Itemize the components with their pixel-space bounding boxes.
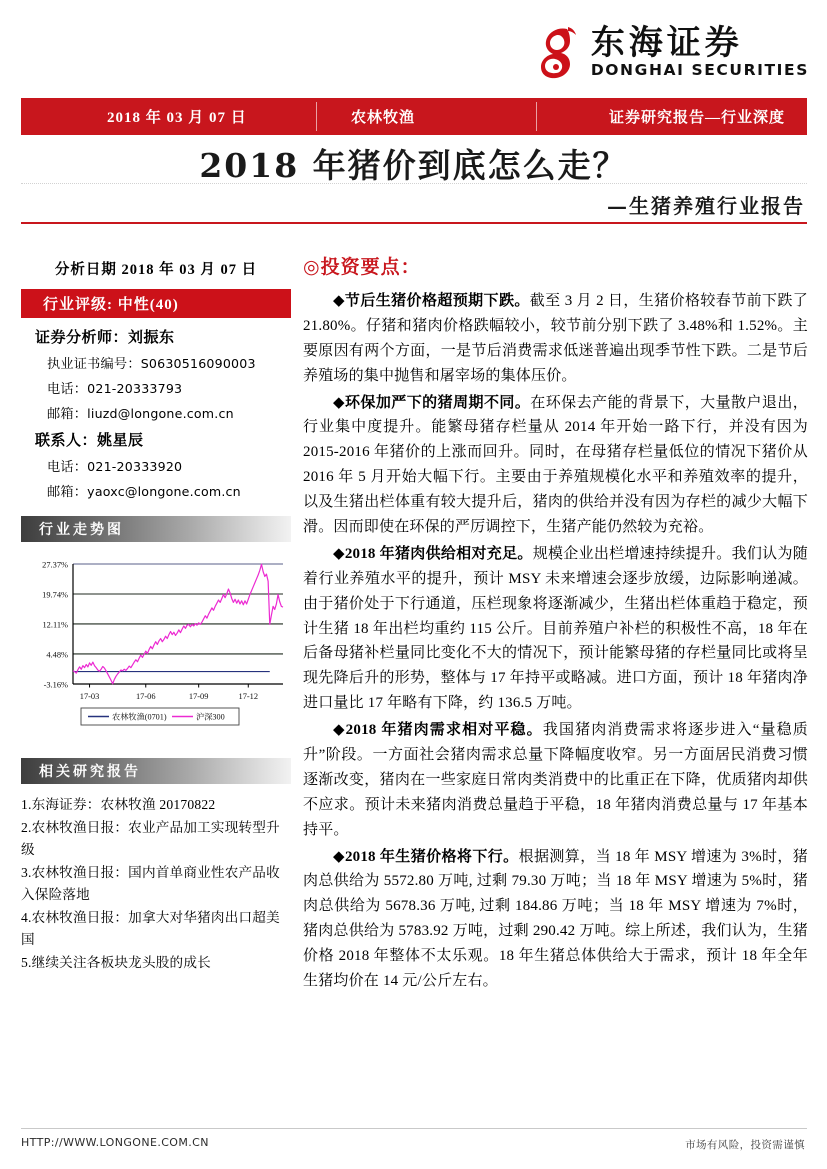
- contact-email-label: 邮箱：: [47, 484, 88, 499]
- chart-x-tick-label: 17-03: [79, 692, 100, 701]
- footer-disclaimer: 市场有风险，投资需谨慎: [685, 1140, 805, 1151]
- banner-divider-2: [536, 102, 537, 131]
- industry-rating-badge: 行业评级: 中性(40): [21, 289, 291, 318]
- footer-rule: [21, 1128, 807, 1129]
- related-report-item[interactable]: 2.农林牧渔日报：农业产品加工实现转型升级: [21, 820, 280, 858]
- investment-points-heading: ◎投资要点：: [303, 257, 421, 278]
- logo-english-text: DONGHAI SECURITIES: [590, 60, 809, 79]
- related-report-item[interactable]: 1.东海证券：农林牧渔 20170822: [21, 797, 216, 812]
- footer-url[interactable]: HTTP://WWW.LONGONE.COM.CN: [21, 1136, 209, 1149]
- analyst-phone-row: [47, 378, 291, 397]
- contact-phone-value: 021-20333920: [87, 459, 183, 474]
- analyst-email-row: [47, 403, 291, 422]
- chart-x-tick-label: 17-09: [188, 692, 209, 701]
- paragraph-lead: ◆环保加严下的猪周期不同。: [333, 394, 531, 411]
- contact-email-row: [47, 481, 291, 500]
- related-report-item[interactable]: 4.农林牧渔日报：加拿大对华猪肉出口超美国: [21, 910, 280, 948]
- analyst-info: [21, 326, 291, 500]
- paragraph-lead: ◆节后生猪价格超预期下跌。: [333, 293, 530, 309]
- analyst-name: 证券分析师：刘振东: [35, 330, 175, 346]
- banner-sector: 农林牧渔: [351, 110, 416, 126]
- related-reports-header: 相关研究报告: [21, 758, 291, 784]
- analyst-cert-value: S0630516090003: [140, 356, 256, 371]
- investment-point-paragraph: [303, 391, 808, 540]
- logo-chinese-text: 东海证券: [590, 22, 743, 63]
- related-report-item[interactable]: 3.农林牧渔日报：国内首单商业性农产品收入保险落地: [21, 865, 280, 903]
- chart-y-tick-label: 19.74%: [42, 590, 68, 600]
- contact-phone-row: [47, 456, 291, 475]
- company-logo: [537, 24, 809, 80]
- chart-legend-label: 沪深300: [196, 712, 225, 722]
- title-red-rule: [21, 222, 807, 224]
- page-subtitle: —生猪养殖行业报告: [607, 194, 805, 218]
- paragraph-lead: ◆2018 年猪肉供给相对充足。: [333, 545, 533, 562]
- chart-y-tick-label: -3.16%: [43, 680, 68, 690]
- investment-point-paragraph: [303, 542, 808, 716]
- analyst-cert-row: [47, 353, 291, 372]
- contact-email-value[interactable]: yaoxc@longone.com.cn: [87, 484, 241, 499]
- page-title: 2018 年猪价到底怎么走？: [199, 146, 628, 185]
- trend-chart-svg: [21, 552, 291, 742]
- related-report-item[interactable]: 5.继续关注各板块龙头股的成长: [21, 955, 211, 971]
- header-banner: [21, 98, 807, 135]
- sidebar: [21, 246, 291, 975]
- paragraph-body: 根据测算，当 18 年 MSY 增速为 3%时，猪肉总供给为 5572.80 万吨, 过剩 79.30 万吨；当 18 年 MSY 增速为 5%时，猪肉总供给为 5678.36 万吨, 过剩 184.86 万吨；当 18 年 MSY 增速为 7%时，猪肉总供给为 5783.92 万吨，过剩 290.42 万吨。综上所述，我们认为，生猪价格 2018 年整体不太乐观。18 年生猪总体供给大于需求，预计 18 年全年生猪均价在 14 元/公斤左右。: [303, 848, 808, 990]
- chart-legend-label: 农林牧渔(0701): [112, 712, 167, 722]
- title-dotted-rule: [21, 183, 807, 184]
- contact-name: 联系人：姚星辰: [35, 433, 144, 449]
- chart-x-tick-label: 17-12: [238, 692, 259, 701]
- donghai-dragon-emblem-icon: [537, 24, 583, 80]
- paragraph-body: 在环保去产能的背景下，大量散户退出，行业集中度提升。能繁母猪存栏量从 2014 年开始一路下行，并没有因为 2015-2016 年猪价的上涨而回升。同时，在母猪存栏量低位的情况下猪价从 2016 年 5 月开始大幅下行。主要由于养殖规模化水平和养殖效率的提升，以及生猪出栏体重有较大提升后，猪肉的供给并没有因为存栏的减少大幅下滑。因而即使在环保的严厉调控下，生猪产能仍然较为充裕。: [303, 394, 808, 536]
- chart-y-tick-label: 12.11%: [42, 620, 68, 630]
- paragraph-body: 规模企业出栏增速持续提升。我们认为随着行业养殖水平的提升，预计 MSY 未来增速会逐步放缓，边际影响递减。由于猪价处于下行通道，压栏现象将逐渐减少，生猪出栏体重趋于稳定，预计生猪 18 年出栏均重约 115 公斤。目前养殖户补栏的积极性不高，18 年在后备母猪补栏量同比变化不大的情况下，预计能繁母猪的存栏量同比或将呈现先降后升的形势，整体与 17 年持平或略减。进口方面，预计 18 年猪肉净进口量比 17 年略有下降，约 136.5 万吨。: [303, 545, 808, 712]
- analyst-phone-label: 电话：: [47, 381, 88, 396]
- analyst-email-value[interactable]: liuzd@longone.com.cn: [87, 406, 234, 421]
- main-content: [303, 252, 808, 996]
- paragraph-lead: ◆2018 年猪肉需求相对平稳。: [333, 722, 543, 739]
- investment-point-paragraph: [303, 718, 808, 842]
- banner-report-type: 证券研究报告—行业深度: [608, 110, 785, 126]
- chart-y-tick-label: 27.37%: [42, 560, 68, 570]
- paragraph-body: 截至 3 月 2 日，生猪价格较春节前下跌了 21.80%。仔猪和猪肉价格跌幅较小，较节前分别下跌了 3.48%和 1.52%。主要原因有两个方面，一是节后消费需求低迷普遍出现季节性下跌。二是节后养殖场的集中抛售和屠宰场的集体压价。: [303, 293, 808, 384]
- industry-trend-chart: [21, 552, 291, 742]
- analyst-phone-value: 021-20333793: [87, 381, 183, 396]
- analyst-email-label: 邮箱：: [47, 406, 88, 421]
- investment-points-body: [303, 289, 808, 994]
- contact-phone-label: 电话：: [47, 459, 88, 474]
- related-reports-list: [21, 794, 291, 974]
- chart-section-header: 行业走势图: [21, 516, 291, 542]
- paragraph-lead: ◆2018 年生猪价格将下行。: [333, 848, 519, 865]
- chart-x-tick-label: 17-06: [135, 692, 156, 701]
- chart-y-tick-label: 4.48%: [46, 650, 68, 660]
- investment-point-paragraph: [303, 845, 808, 994]
- analyst-cert-label: 执业证书编号：: [47, 356, 141, 371]
- analysis-date: 分析日期 2018 年 03 月 07 日: [54, 262, 258, 278]
- paragraph-body: 我国猪肉消费需求将逐步进入“量稳质升”阶段。一方面社会猪肉需求总量下降幅度收窄。另一方面居民消费习惯逐渐改变，猪肉在一些家庭日常肉类消费中的比重正在下降，优质猪肉却供不应求。预计未来猪肉消费总量趋于平稳，18 年猪肉消费总量与 17 年基本持平。: [303, 722, 808, 838]
- banner-date: 2018 年 03 月 07 日: [107, 110, 247, 126]
- investment-point-paragraph: [303, 289, 808, 389]
- banner-divider-1: [316, 102, 317, 131]
